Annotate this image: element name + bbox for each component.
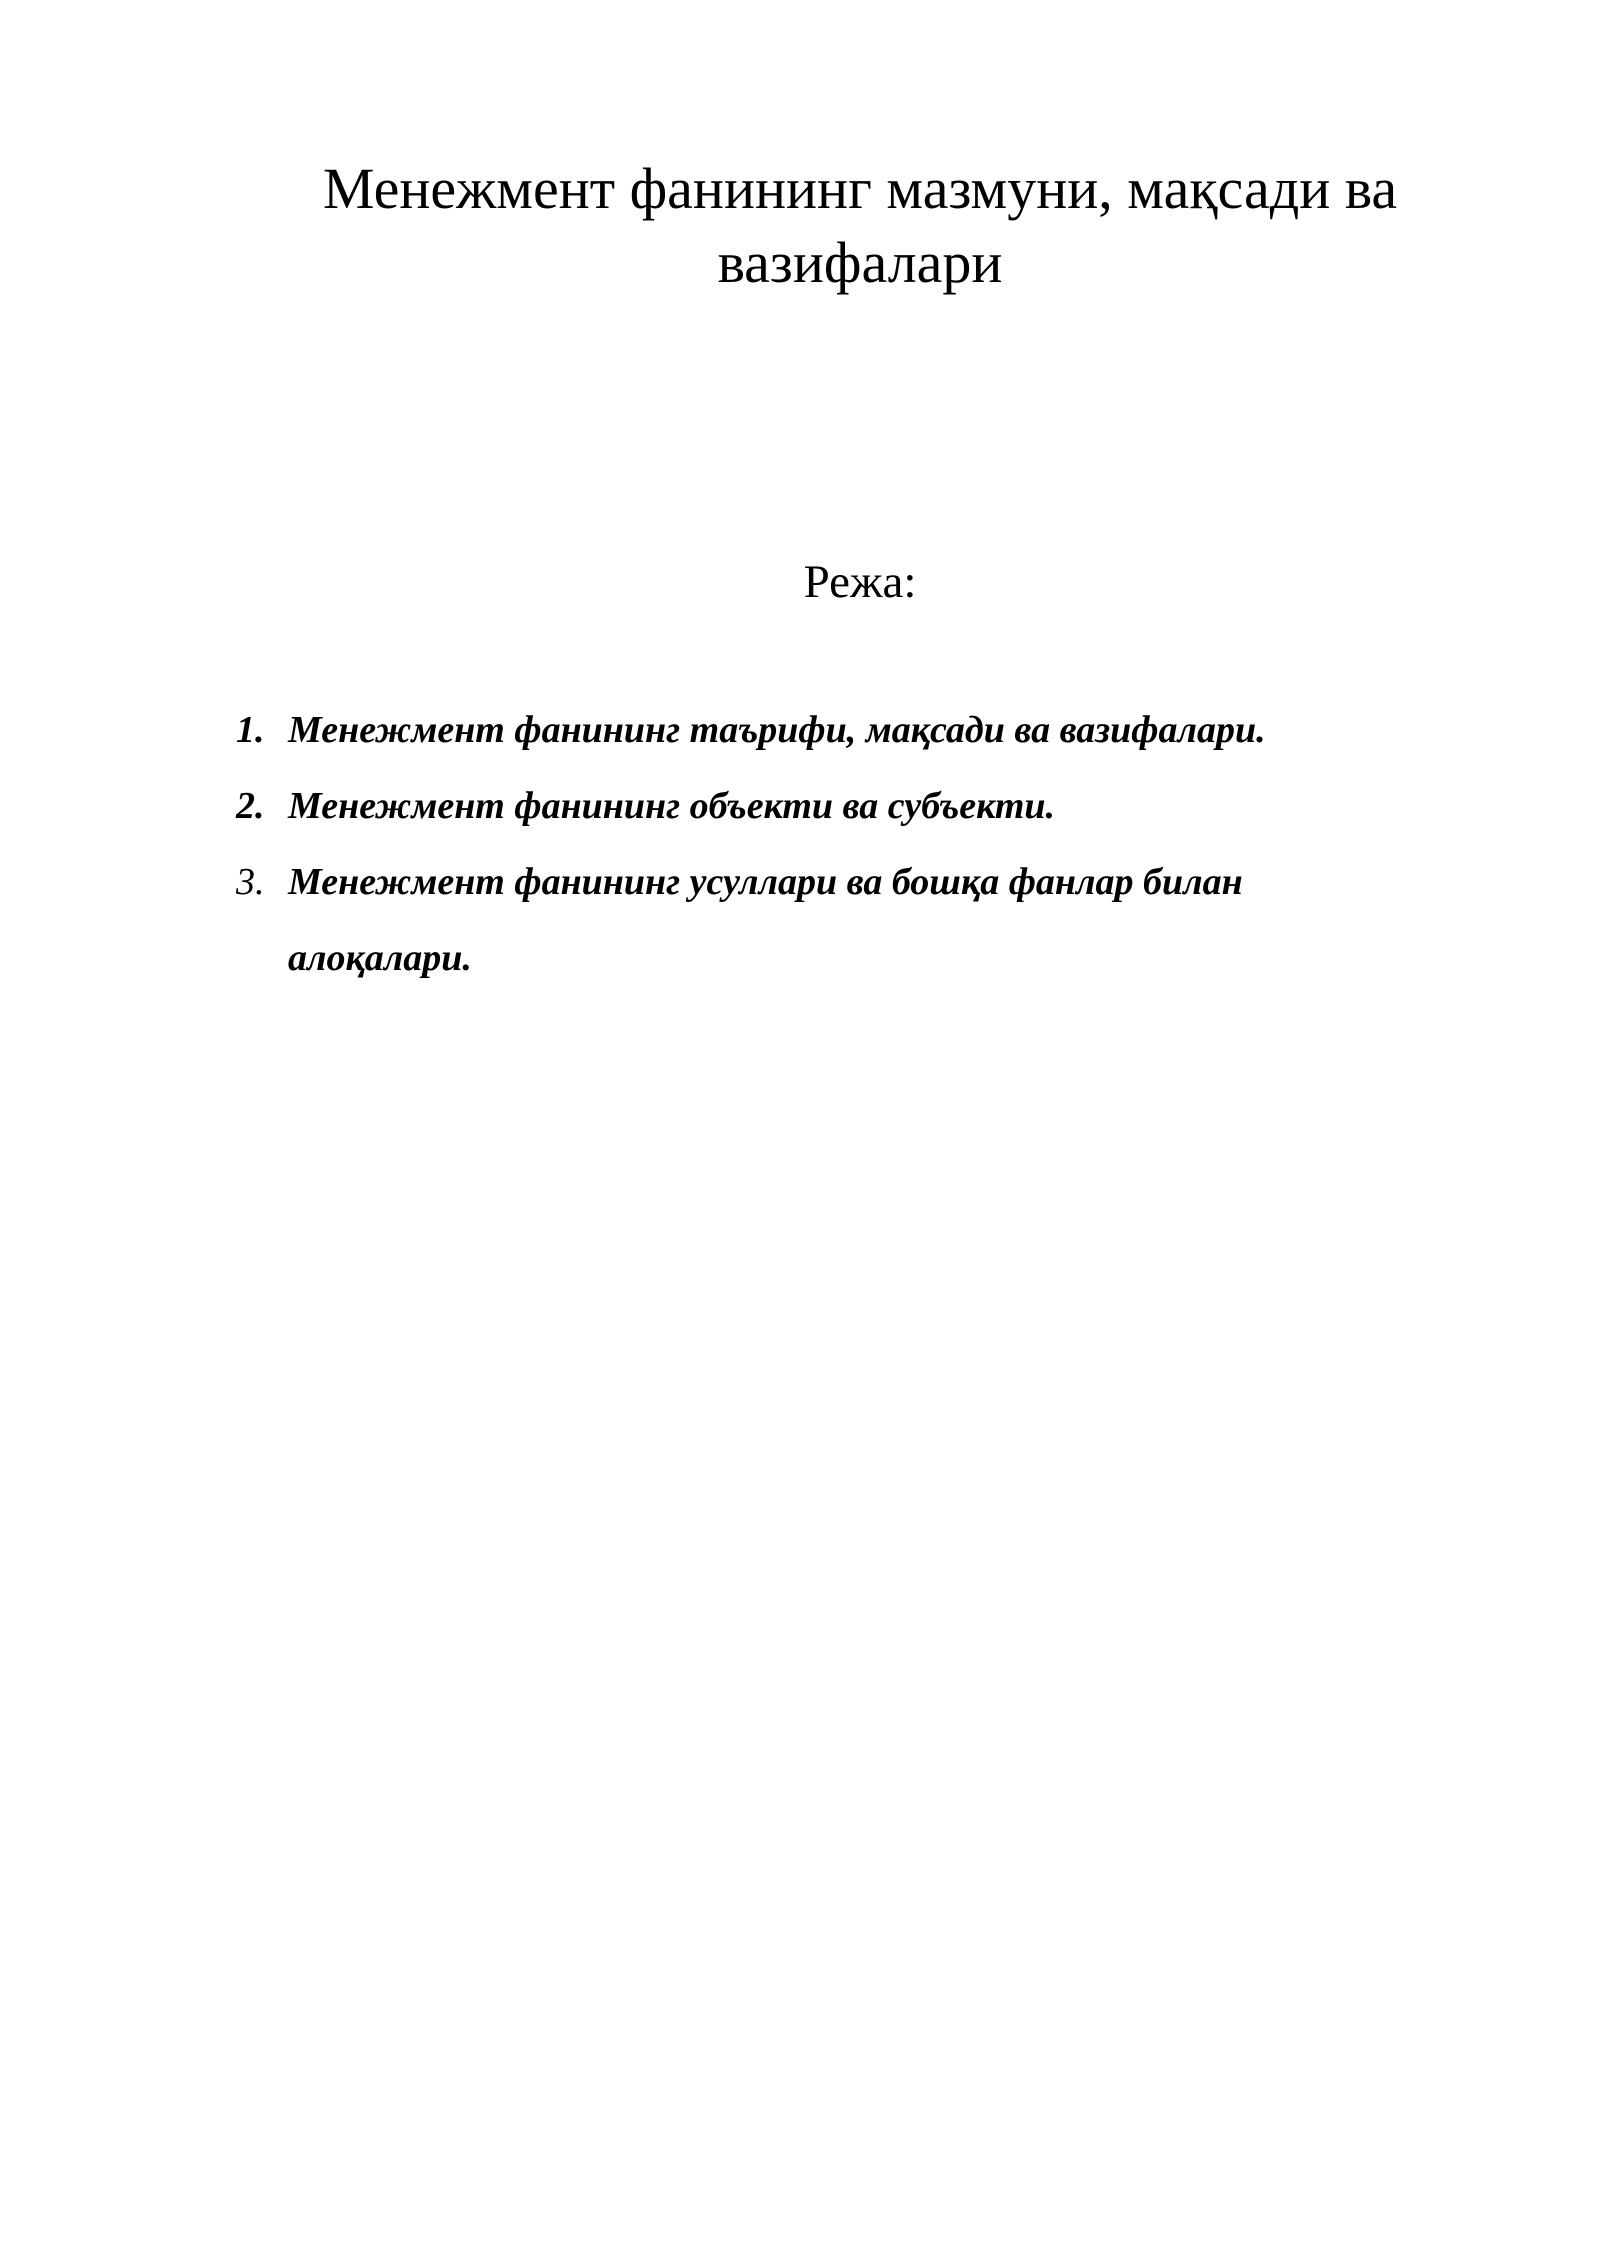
plan-item-text: Менежмент фанининг объекти ва субъекти.	[288, 785, 1056, 827]
plan-item-number: 2.	[236, 785, 265, 827]
plan-item	[236, 692, 1436, 768]
plan-item-number: 3.	[236, 861, 265, 903]
plan-item-text: Менежмент фанининг усуллари ва бошқа фанлар билан алоқалари.	[288, 861, 1243, 979]
plan-list	[236, 692, 1436, 996]
plan-heading: Режа:	[803, 556, 917, 608]
plan-item-text: Менежмент фанининг таърифи, мақсади ва вазифалари.	[288, 709, 1266, 751]
plan-item	[236, 844, 1436, 996]
plan-item-number: 1.	[236, 709, 265, 751]
plan-item	[236, 768, 1436, 844]
document-title: Менежмент фанининг мазмуни, мақсади ва вазифалари	[322, 156, 1398, 295]
